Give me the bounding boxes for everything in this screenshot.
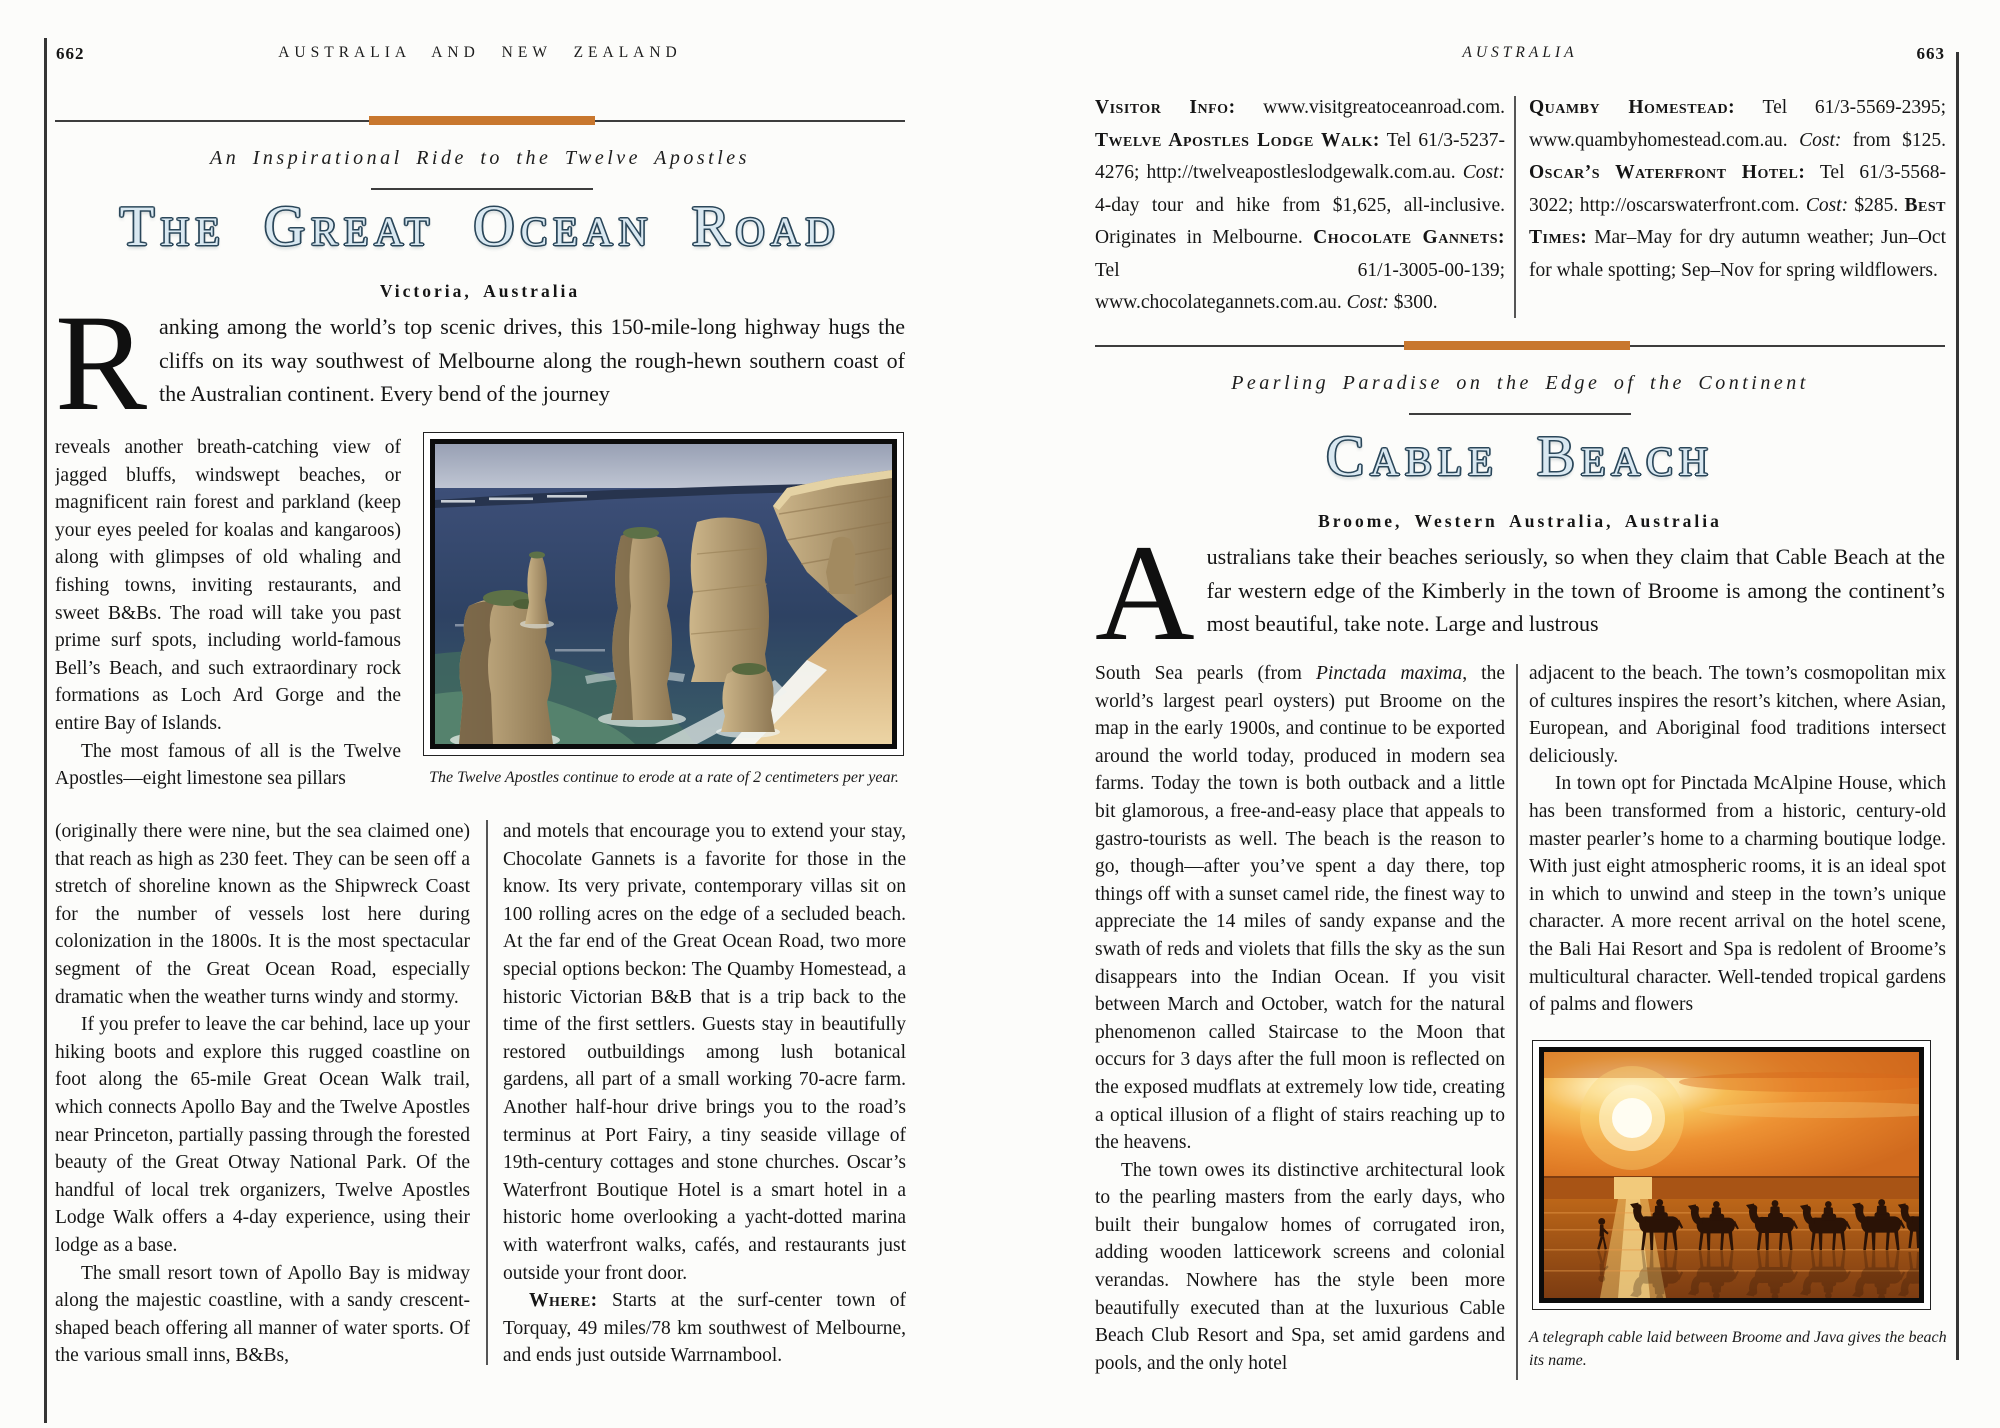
right-accent-bar <box>1404 341 1630 350</box>
right-page-edge-rule <box>1956 52 1959 1360</box>
right-running-head: AUSTRALIA <box>1462 44 1578 61</box>
left-kicker: An Inspirational Ride to the Twelve Apostles <box>210 147 750 169</box>
twelve-apostles-photo <box>423 432 904 756</box>
article-title-great-ocean-road: The Great Ocean Road <box>119 195 841 258</box>
right-lead-text: ustralians take their beaches seriously, so when they claim that Cable Beach at the far western edge of the Kimberly in the town of Broome is among the continent’s most beautiful, take note. Large and lustrous <box>1206 544 1945 636</box>
left-right-column: and motels that encourage you to extend your stay, Chocolate Gannets is a favorite for those in the know. Its very private, contemporary villas sit on 100 rolling acres on the edge of a secluded beach. At the far end of the Great Ocean Road, two more special options beckon: The Quamby Homestead, a historic Victorian B&B that is a trip back to the time of the first settlers. Guests stay in beautifully restored outbuildings among lush botanical gardens, all part of a small working 70-acre farm. Another half-hour drive brings you to the road’s terminus at Port Fairy, a tiny seaside village of 19th-century cottages and stone churches. Oscar’s Waterfront Boutique Hotel is a smart hotel in a historic home overlooking a yacht-dotted marina with waterfront walks, cafés, and restaurants just outside your front door. Where: Starts at the surf-center town of Torquay, 49 miles/78 km southwest of Melbourne, and ends just outside Warrnambool. <box>503 821 906 1367</box>
left-page-number: 662 <box>56 44 85 63</box>
left-narrow-column: reveals another breath-catching view of jagged bluffs, windswept beaches, or magnificent rain forest and parkland (keep your eyes peeled for koalas and kangaroos) along with glimpses of old whaling and fishing towns, inviting restaurants, and sweet B&Bs. The road will take you past prime surf spots, including world-famous Bell’s Beach, and such extraordinary rock formations as Loch Ard Gorge and the entire Bay of Islands. The most famous of all is the Twelve Apostles—eight limestone sea pillars <box>55 437 401 790</box>
drop-cap-r: R <box>55 286 148 439</box>
right-kicker-underline <box>1409 413 1631 415</box>
right-page-number: 663 <box>1916 44 1945 63</box>
camel-caravan-scene <box>1544 1052 1919 1298</box>
right-kicker: Pearling Paradise on the Edge of the Continent <box>1231 372 1809 394</box>
left-column-divider <box>486 820 488 1365</box>
right-column-2: adjacent to the beach. The town’s cosmopolitan mix of cultures inspires the resort’s kitchen, where Asian, European, and Aboriginal food traditions intersect deliciously. In town opt for Pinctada McAlpine House, which has been transformed from a historic, century-old master pearler’s home to a charming boutique lodge. With just eight atmospheric rooms, it is an ideal spot in which to unwind and steep in the town’s unique character. A more recent arrival on the hotel scene, the Bali Hai Resort and Spa is redolent of Broome’s multicultural character. Well-tended tropical gardens of palms and flowers <box>1529 663 1946 1016</box>
camel-caravan-caption: A telegraph cable laid between Broome and Java gives the beach its name. <box>1529 1329 1947 1369</box>
right-location-line: Broome, Western Australia, Australia <box>1318 511 1722 531</box>
info-column-2: Quamby Homestead: Tel 61/3-5569-2395; www.quambyhomestead.com.au. Cost: from $125. Oscar’s Waterfront Hotel: Tel 61/3-5568-3022; http://oscarswaterfront.com. Cost: $285. Best Times: Mar–May for dry autumn weather; Jun–Oct for whale spotting; Sep–Nov for spring wildflowers. <box>1529 97 1946 281</box>
left-accent-bar <box>369 116 595 125</box>
left-location-line: Victoria, Australia <box>379 281 581 301</box>
info-column-divider <box>1514 96 1516 318</box>
left-running-head: AUSTRALIA AND NEW ZEALAND <box>278 44 682 61</box>
left-wide-column: (originally there were nine, but the sea claimed one) that reach as high as 230 feet. They can be seen off a stretch of shoreline known as the Shipwreck Coast for the number of vessels lost here during colonization in the 1800s. It is the most spectacular segment of the Great Ocean Road, especially dramatic when the weather turns windy and stormy. If you prefer to leave the car behind, lace up your hiking boots and explore this rugged coastline on foot along the 65-mile Great Ocean Walk trail, which connects Apollo Bay and the Twelve Apostles near Princeton, partially passing through the forested beauty of the Great Otway National Park. Of the handful of local trek organizers, Twelve Apostles Lodge Walk offers a 4-day experience, using their lodge as a base. The small resort town of Apollo Bay is midway along the majestic coastline, with a sandy crescent-shaped beach offering all manner of water sports. Of the various small inns, B&Bs, <box>55 821 470 1367</box>
twelve-apostles-scene <box>435 444 892 744</box>
left-kicker-underline <box>371 188 593 190</box>
left-lead-text: anking among the world’s top scenic drives, this 150-mile-long highway hugs the cliffs on its way southwest of Melbourne along the rough-hewn southern coast of the Australian continent. Every bend of the journey <box>159 314 905 406</box>
left-page-edge-rule <box>44 38 47 1423</box>
twelve-apostles-caption: The Twelve Apostles continue to erode at a rate of 2 centimeters per year. <box>429 769 899 786</box>
camel-photo-inner-frame <box>1539 1047 1924 1303</box>
camel-caravan-photo <box>1532 1040 1931 1310</box>
drop-cap-a: A <box>1095 516 1195 669</box>
info-column-1: Visitor Info: www.visitgreatoceanroad.com. Twelve Apostles Lodge Walk: Tel 61/3-5237-4276; http://twelveapostleslodgewalk.com.au. Cost: 4-day tour and hike from $1,625, all-inclusive. Originates in Melbourne. Chocolate Gannets: Tel 61/1-3005-00-139; www.chocolategannets.com.au. Cost: $300. <box>1095 97 1505 313</box>
right-column-1: South Sea pearls (from Pinctada maxima, the world’s largest pearl oysters) put Broome on the map in the early 1900s, and continue to be exported around the world today, produced in modern sea farms. Today the town is both outback and a little bit glamorous, a free-and-easy place that appeals to gastro-tourists as well. The beach is the reason to go, though—after you’ve spent a day there, top things off with a sunset camel ride, the finest way to appreciate the 14 miles of sandy expanse and the swath of reds and violets that fills the sky as the sun disappears into the Indian Ocean. If you visit between March and October, watch for the natural phenomenon called Staircase to the Moon that occurs for 3 days after the full moon is reflected on the exposed mudflats at extremely low tide, creating a optical illusion of a flight of stairs reaching up to the heavens. The town owes its distinctive architectural look to the pearling masters from the early days, who built their bungalow homes of corrugated iron, adding wooden latticework screens and colonial verandas. Nowhere has the style been more beautifully executed than at the luxurious Cable Beach Club Resort and Spa, set amid gardens and pools, and the only hotel <box>1095 663 1505 1374</box>
article-title-cable-beach: Cable Beach <box>1326 425 1714 488</box>
twelve-apostles-photo-inner-frame <box>430 439 897 749</box>
right-column-divider <box>1516 664 1518 1380</box>
